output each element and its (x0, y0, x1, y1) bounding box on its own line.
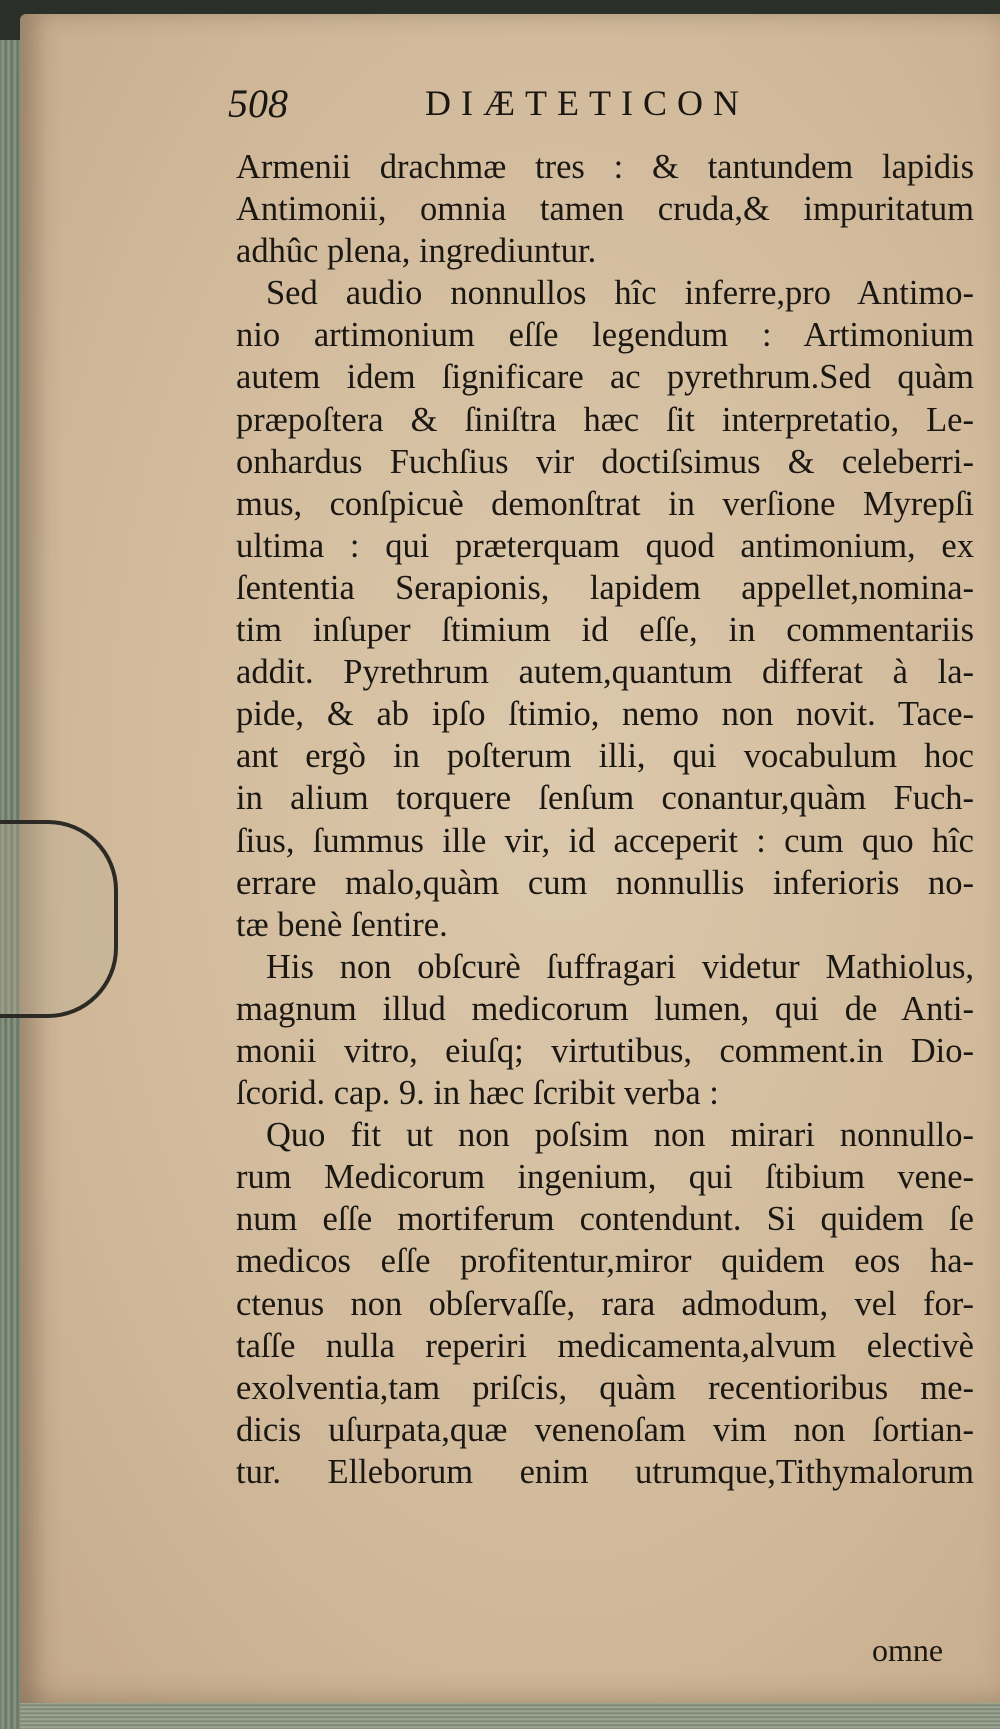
text-line: nio artimonium eſſe legendum : Artimonium (236, 316, 974, 355)
clasp-strap (0, 820, 118, 1018)
text-line: ultima : qui præterquam quod antimonium, ex (236, 526, 974, 565)
bottom-page-edge (20, 1703, 1000, 1729)
text-line: addit. Pyrethrum autem,quantum differat à la- (236, 653, 974, 692)
text-line: mus, conſpicuè demonſtrat in verſione Myrepſi (236, 484, 974, 523)
text-line: pide, & ab ipſo ſtimio, nemo non novit. Tace- (236, 695, 974, 734)
text-line: autem idem ſignificare ac pyrethrum.Sed quàm (236, 358, 974, 397)
folio-number: 508 (228, 81, 288, 126)
text-line: ant ergò in poſterum illi, qui vocabulum hoc (236, 737, 974, 776)
text-line: tæ benè ſentire. (236, 905, 448, 944)
text-line: præpoſtera & ſiniſtra hæc ſit interpretatio, Le- (236, 400, 974, 439)
body-text (236, 146, 974, 1493)
text-line: onhardus Fuchſius vir doctiſsimus & celeberri- (236, 442, 974, 481)
text-line: ctenus non obſervaſſe, rara admodum, vel for- (236, 1284, 974, 1323)
text-line: His non obſcurè ſuffragari videtur Mathiolus, (266, 947, 974, 986)
text-line: taſſe nulla reperiri medicamenta,alvum electivè (236, 1326, 974, 1365)
text-line: magnum illud medicorum lumen, qui de Anti- (236, 989, 974, 1028)
text-line: ſcorid. cap. 9. in hæc ſcribit verba : (236, 1074, 719, 1113)
running-title: DIÆTETICON (425, 83, 749, 123)
text-line: rum Medicorum ingenium, qui ſtibium vene- (236, 1158, 974, 1197)
catchword: omne (872, 1632, 944, 1668)
text-line: ſius, ſummus ille vir, id acceperit : cum quo hîc (236, 821, 974, 860)
text-line: medicos eſſe profitentur,miror quidem eos ha- (236, 1242, 974, 1281)
text-line: adhûc plena, ingrediuntur. (236, 232, 597, 271)
text-line: ſententia Serapionis, lapidem appellet,nomina- (236, 568, 974, 607)
text-line: Quo fit ut non poſsim non mirari nonnullo- (266, 1116, 974, 1155)
text-line: in alium torquere ſenſum conantur,quàm Fuch- (236, 779, 974, 818)
text-line: monii vitro, eiuſq; virtutibus, comment.in Dio- (236, 1031, 974, 1070)
text-line: Antimonii, omnia tamen cruda,& impuritatum (236, 190, 974, 229)
text-line: tim inſuper ſtimium id eſſe, in commentariis (236, 611, 974, 650)
page-header (0, 80, 1000, 130)
text-line: Sed audio nonnullos hîc inferre,pro Antimo- (266, 274, 974, 313)
text-line: exolventia,tam priſcis, quàm recentioribus me- (236, 1368, 974, 1407)
text-line: Armenii drachmæ tres : & tantundem lapidis (236, 148, 974, 186)
text-line: dicis uſurpata,quæ venenoſam vim non ſortian- (236, 1410, 974, 1449)
text-line: errare malo,quàm cum nonnullis inferioris no- (236, 863, 974, 902)
text-line: tur. Elleborum enim utrumque,Tithymalorum (236, 1452, 974, 1491)
text-line: num eſſe mortiferum contendunt. Si quidem ſe (236, 1200, 974, 1239)
